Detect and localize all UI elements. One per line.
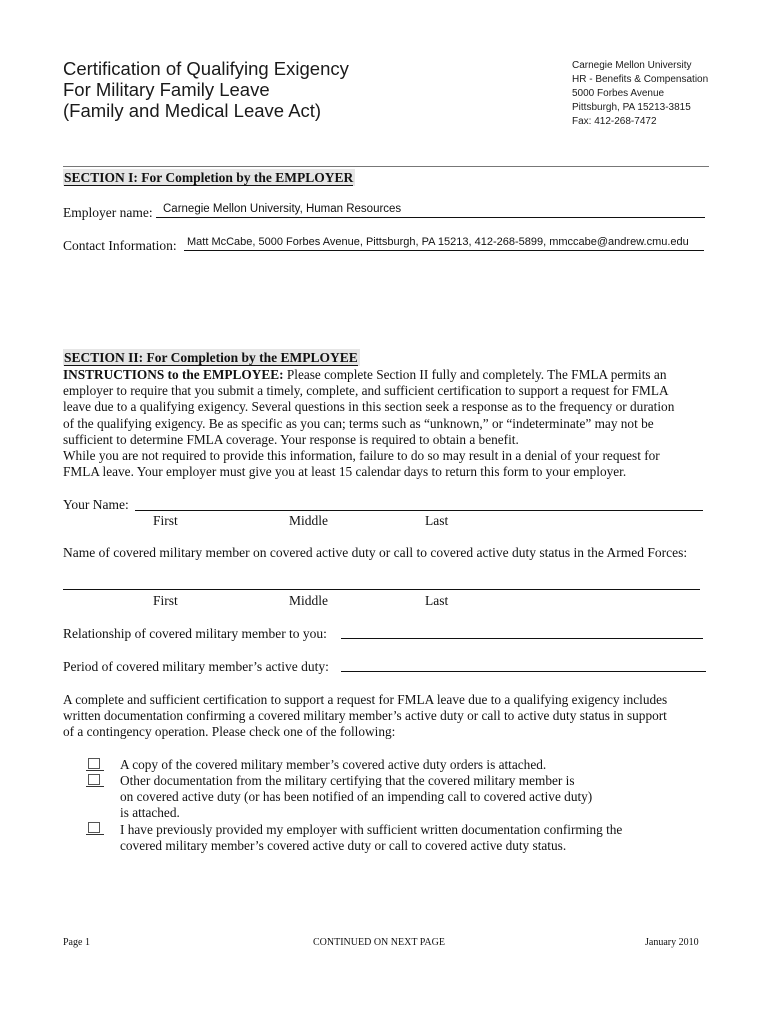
instructions-line-1: Please complete Section II fully and completely. The FMLA permits an [283, 367, 667, 382]
section-2-heading: SECTION II: For Completion by the EMPLOYEE [64, 350, 358, 365]
option-1-label: A copy of the covered military member’s covered active duty orders is attached. [120, 757, 547, 772]
instructions-line-3: leave due to a qualifying exigency. Several questions in this section seek a response as to the frequency or duration [63, 399, 675, 415]
period-label: Period of covered military member’s active duty: [63, 659, 329, 674]
instructions-line-6: While you are not required to provide this information, failure to do so may result in a denial of your request for [63, 448, 660, 464]
option-1-checkbox[interactable] [88, 758, 100, 769]
address-line-2: HR - Benefits & Compensation [572, 74, 709, 85]
certification-paragraph [63, 692, 713, 741]
your-name-label: Your Name: [63, 497, 129, 512]
your-name-last-caption: Last [425, 513, 449, 528]
instructions-line-2: employer to require that you submit a timely, complete, and sufficient certification to support a request for FMLA [63, 383, 669, 399]
footer-date: January 2010 [645, 937, 699, 948]
header-divider [63, 166, 709, 167]
your-name-first-caption: First [153, 513, 178, 528]
form-title-line-3: (Family and Medical Leave Act) [63, 100, 322, 121]
instructions-label: INSTRUCTIONS to the EMPLOYEE: [63, 367, 284, 382]
employer-name-line [156, 217, 705, 218]
instructions-line-5: sufficient to determine FMLA coverage. Your response is required to obtain a benefit. [63, 431, 519, 447]
instructions-block [63, 367, 713, 480]
employer-name-label: Employer name: [63, 205, 153, 220]
contact-info-line [184, 250, 704, 251]
address-line-1: Carnegie Mellon University [572, 60, 692, 71]
option-2-checkbox[interactable] [88, 774, 100, 785]
military-member-name-label: Name of covered military member on covered active duty or call to covered active duty status in the Armed Forces: [63, 545, 688, 560]
option-3-checkbox[interactable] [88, 822, 100, 833]
relationship-label: Relationship of covered military member to you: [63, 626, 327, 641]
form-title-line-2: For Military Family Leave [63, 79, 270, 100]
address-line-4: Pittsburgh, PA 15213-3815 [572, 102, 691, 113]
certification-line-3: of a contingency operation. Please check one of the following: [63, 724, 396, 740]
period-field[interactable] [341, 671, 706, 672]
option-2-checkbox-line [86, 786, 104, 787]
contact-info-label: Contact Information: [63, 238, 177, 253]
certification-line-2: written documentation confirming a covered military member’s active duty or call to active duty status in support [63, 708, 667, 724]
employer-name-value[interactable]: Carnegie Mellon University, Human Resources [163, 203, 402, 215]
option-3-label: I have previously provided my employer with sufficient written documentation confirming the covered military member’s covered active duty or call to covered active duty status. [120, 822, 623, 854]
relationship-field[interactable] [341, 638, 703, 639]
footer-page-number: Page 1 [63, 937, 90, 948]
military-member-middle-caption: Middle [289, 593, 328, 608]
instructions-line-4: of the qualifying exigency. Be as specific as you can; terms such as “unknown,” or “indeterminate” may not be [63, 415, 654, 431]
instructions-line-7: FMLA leave. Your employer must give you at least 15 calendar days to return this form to your employer. [63, 464, 627, 480]
option-3-checkbox-line [86, 834, 104, 835]
contact-info-value[interactable]: Matt McCabe, 5000 Forbes Avenue, Pittsburgh, PA 15213, 412-268-5899, mmccabe@andrew.cmu.edu [187, 236, 689, 248]
footer-continued: CONTINUED ON NEXT PAGE [313, 937, 445, 948]
your-name-field[interactable] [135, 510, 703, 511]
military-member-name-field[interactable] [63, 589, 700, 590]
military-member-last-caption: Last [425, 593, 449, 608]
section-1-heading: SECTION I: For Completion by the EMPLOYER [64, 170, 354, 185]
option-2-label: Other documentation from the military certifying that the covered military member is on covered active duty (or has been notified of an impending call to covered active duty) is attached. [120, 773, 593, 821]
certification-line-1: A complete and sufficient certification to support a request for FMLA leave due to a qualifying exigency includes [63, 692, 668, 707]
address-line-3: 5000 Forbes Avenue [572, 88, 665, 99]
address-line-5: Fax: 412-268-7472 [572, 116, 657, 127]
form-title-line-1: Certification of Qualifying Exigency [63, 58, 349, 79]
option-1-checkbox-line [86, 770, 104, 771]
your-name-middle-caption: Middle [289, 513, 328, 528]
military-member-first-caption: First [153, 593, 178, 608]
